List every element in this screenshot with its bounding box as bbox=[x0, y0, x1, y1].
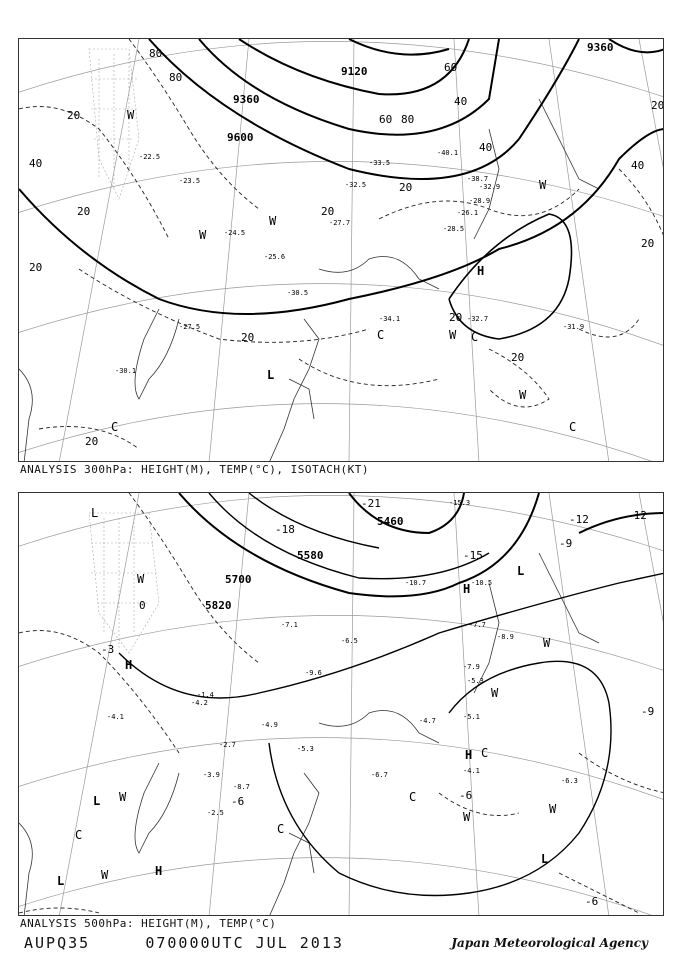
station-value: -4.7 bbox=[419, 717, 436, 725]
center-marker: H bbox=[155, 864, 163, 878]
panel-caption-500hpa: ANALYSIS 500hPa: HEIGHT(M), TEMP(°C) bbox=[20, 917, 277, 930]
temperature-label: -38.7 bbox=[467, 175, 489, 183]
height-label: 9120 bbox=[341, 65, 368, 78]
station-value: -5.3 bbox=[297, 745, 314, 753]
contour-label: -9 bbox=[559, 537, 573, 550]
station-value: -7.9 bbox=[463, 663, 480, 671]
isotach-label: 60 bbox=[379, 113, 393, 126]
station-value: -4.2 bbox=[191, 699, 208, 707]
height-contours bbox=[19, 39, 664, 314]
center-marker: L bbox=[267, 368, 275, 382]
isotach-label: 20 bbox=[67, 109, 81, 122]
height-label: 5460 bbox=[377, 515, 404, 528]
center-marker: W bbox=[269, 214, 277, 228]
center-marker: W bbox=[137, 572, 145, 586]
map-300hpa-canvas bbox=[19, 39, 664, 462]
center-marker: W bbox=[543, 636, 551, 650]
contour-label: -21 bbox=[361, 497, 381, 510]
center-marker: C bbox=[75, 828, 83, 842]
contour-label: -9 bbox=[641, 705, 655, 718]
temperature-label: -30.1 bbox=[115, 367, 137, 375]
temperature-contour-labels bbox=[101, 497, 654, 908]
isotach-label: 20 bbox=[241, 331, 255, 344]
temperature-label: -32.9 bbox=[479, 183, 501, 191]
station-value: -2.7 bbox=[219, 741, 236, 749]
center-marker: L bbox=[91, 506, 99, 520]
station-value: -4.1 bbox=[463, 767, 480, 775]
isotach-label: 80 bbox=[169, 71, 183, 84]
pressure-centers bbox=[111, 108, 576, 434]
station-value: -7.7 bbox=[469, 621, 486, 629]
center-marker: C bbox=[409, 790, 417, 804]
contour-label: -6 bbox=[585, 895, 599, 908]
station-value: -4.1 bbox=[107, 713, 124, 721]
isotach-label: 20 bbox=[641, 237, 655, 250]
station-value: -5.3 bbox=[467, 677, 484, 685]
center-marker: W bbox=[119, 790, 127, 804]
temperature-label: -34.1 bbox=[379, 315, 401, 323]
map-panel-500hpa bbox=[18, 492, 664, 916]
graticule bbox=[19, 39, 664, 462]
center-marker: W bbox=[519, 388, 527, 402]
center-marker: C bbox=[471, 330, 479, 344]
station-value: -3.9 bbox=[203, 771, 220, 779]
center-marker: L bbox=[517, 564, 525, 578]
dashed-contours bbox=[19, 493, 664, 913]
center-marker: W bbox=[449, 328, 457, 342]
center-marker: W bbox=[463, 810, 471, 824]
hatched-region bbox=[89, 513, 159, 653]
station-value: -8.7 bbox=[233, 783, 250, 791]
height-label: 9360 bbox=[233, 93, 260, 106]
contour-label: -12 bbox=[627, 509, 647, 522]
isotach-label: 20 bbox=[651, 99, 665, 112]
temperature-label: -26.1 bbox=[457, 209, 479, 217]
map-panel-300hpa bbox=[18, 38, 664, 462]
isotach-contours bbox=[19, 39, 664, 449]
graticule bbox=[19, 493, 664, 916]
contour-label: -12 bbox=[569, 513, 589, 526]
station-value: -5.1 bbox=[463, 713, 480, 721]
height-label: 9600 bbox=[227, 131, 254, 144]
temperature-label: -27.5 bbox=[179, 323, 201, 331]
temperature-label: -23.5 bbox=[179, 177, 201, 185]
temperature-label: -28.5 bbox=[443, 225, 465, 233]
isotach-label: 60 bbox=[444, 61, 458, 74]
hatched-region bbox=[89, 49, 139, 199]
center-marker: W bbox=[539, 178, 547, 192]
center-marker: L bbox=[57, 874, 65, 888]
station-value: -6.5 bbox=[341, 637, 358, 645]
height-label: 9360 bbox=[587, 41, 614, 54]
center-marker: L bbox=[541, 852, 549, 866]
isotach-label: 80 bbox=[401, 113, 415, 126]
station-value: -10.7 bbox=[405, 579, 427, 587]
temperature-label: -24.5 bbox=[224, 229, 246, 237]
chart-id bbox=[24, 934, 344, 952]
temperature-label: -27.7 bbox=[329, 219, 351, 227]
center-marker: C bbox=[569, 420, 577, 434]
temperature-label: -25.6 bbox=[264, 253, 286, 261]
contour-label: -3 bbox=[101, 643, 115, 656]
center-marker: H bbox=[465, 748, 473, 762]
station-value: -7.1 bbox=[281, 621, 298, 629]
temperature-label: -30.5 bbox=[287, 289, 309, 297]
panel-caption-300hpa: ANALYSIS 300hPa: HEIGHT(M), TEMP(°C), ISOTACH(KT) bbox=[20, 463, 370, 476]
map-500hpa-canvas bbox=[19, 493, 664, 916]
agency-name: Japan Meteorological Agency bbox=[451, 936, 648, 950]
center-marker: W bbox=[127, 108, 135, 122]
isotach-label: 20 bbox=[511, 351, 525, 364]
station-value: -2.5 bbox=[207, 809, 224, 817]
pressure-centers bbox=[57, 506, 557, 888]
contour-label: -18 bbox=[275, 523, 295, 536]
height-label: 5820 bbox=[205, 599, 232, 612]
temperature-label: -32.5 bbox=[345, 181, 367, 189]
isotach-label: 80 bbox=[149, 47, 163, 60]
station-value: -1.4 bbox=[197, 691, 214, 699]
contour-label: -6 bbox=[459, 789, 473, 802]
center-marker: C bbox=[111, 420, 119, 434]
contour-label: -6 bbox=[231, 795, 245, 808]
temperature-label: -33.5 bbox=[369, 159, 391, 167]
contour-label: 0 bbox=[139, 599, 146, 612]
temperature-label: -40.1 bbox=[437, 149, 459, 157]
temperature-label: -28.9 bbox=[469, 197, 491, 205]
isotach-label: 20 bbox=[399, 181, 413, 194]
isotach-label: 40 bbox=[29, 157, 43, 170]
station-value: -6.3 bbox=[561, 777, 578, 785]
station-value: -10.5 bbox=[471, 579, 493, 587]
temperature-labels bbox=[115, 149, 584, 375]
center-marker: H bbox=[125, 658, 133, 672]
isotach-label: 40 bbox=[479, 141, 493, 154]
center-marker: W bbox=[199, 228, 207, 242]
center-marker: W bbox=[491, 686, 499, 700]
isotach-labels bbox=[29, 47, 664, 448]
isotach-label: 20 bbox=[321, 205, 335, 218]
valid-time: 070000UTC JUL 2013 bbox=[145, 934, 344, 952]
product-code: AUPQ35 bbox=[24, 934, 91, 952]
isotach-label: 40 bbox=[631, 159, 645, 172]
coastline bbox=[19, 99, 599, 462]
isotach-label: 20 bbox=[77, 205, 91, 218]
center-marker: C bbox=[377, 328, 385, 342]
temperature-label: -22.5 bbox=[139, 153, 161, 161]
station-value: -15.3 bbox=[449, 499, 471, 507]
isotach-label: 20 bbox=[85, 435, 99, 448]
isotach-label: 40 bbox=[454, 95, 468, 108]
height-label: 5580 bbox=[297, 549, 324, 562]
center-marker: C bbox=[481, 746, 489, 760]
station-value: -9.6 bbox=[305, 669, 322, 677]
station-value: -8.9 bbox=[497, 633, 514, 641]
height-labels bbox=[227, 41, 614, 144]
isotach-label: 20 bbox=[449, 311, 463, 324]
station-values bbox=[107, 499, 578, 817]
station-value: -4.9 bbox=[261, 721, 278, 729]
center-marker: H bbox=[477, 264, 485, 278]
station-value: -6.7 bbox=[371, 771, 388, 779]
isotach-label: 20 bbox=[29, 261, 43, 274]
center-marker: W bbox=[101, 868, 109, 882]
center-marker: H bbox=[463, 582, 471, 596]
height-labels bbox=[205, 515, 404, 612]
coastline bbox=[19, 553, 599, 916]
height-label: 5700 bbox=[225, 573, 252, 586]
temperature-label: -31.9 bbox=[563, 323, 585, 331]
center-marker: L bbox=[93, 794, 101, 808]
temperature-label: -32.7 bbox=[467, 315, 489, 323]
contour-label: -15 bbox=[463, 549, 483, 562]
center-marker: W bbox=[549, 802, 557, 816]
center-marker: C bbox=[277, 822, 285, 836]
